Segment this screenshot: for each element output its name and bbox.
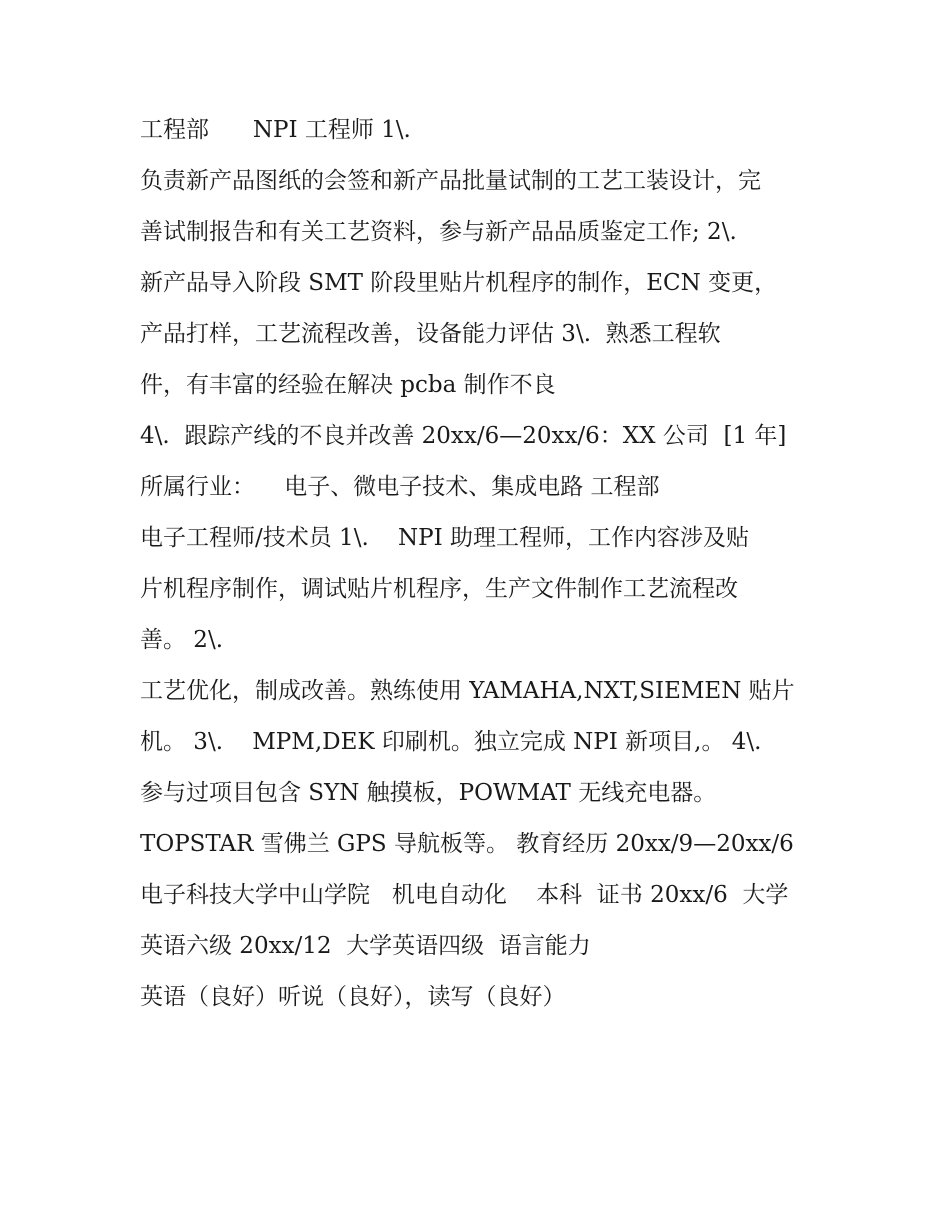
text-line-15: TOPSTAR 雪佛兰 GPS 导航板等。 教育经历 20xx/9—20xx/6 — [140, 831, 794, 857]
text-line-17: 英语六级 20xx/12 大学英语四级 语言能力 — [140, 933, 591, 959]
text-line-9: 电子工程师/技术员 1\. NPI 助理工程师，工作内容涉及贴 — [140, 525, 749, 551]
text-line-18: 英语（良好）听说（良好），读写（良好） — [140, 984, 566, 1010]
text-line-3: 善试制报告和有关工艺资料，参与新产品品质鉴定工作; 2\. — [140, 219, 737, 245]
text-line-11: 善。 2\. — [140, 627, 224, 653]
text-line-7: 4\. 跟踪产线的不良并改善 20xx/6—20xx/6：XX 公司 [1 年] — [140, 423, 787, 449]
text-line-2: 负责新产品图纸的会签和新产品批量试制的工艺工装设计，完 — [140, 168, 761, 194]
text-line-16: 电子科技大学中山学院 机电自动化 本科 证书 20xx/6 大学 — [140, 882, 789, 908]
text-line-1: 工程部 NPI 工程师 1\. — [140, 117, 411, 143]
text-line-8: 所属行业： 电子、微电子技术、集成电路 工程部 — [140, 474, 660, 500]
document-body — [140, 110, 830, 1028]
text-line-6: 件，有丰富的经验在解决 pcba 制作不良 — [140, 372, 556, 398]
text-line-13: 机。 3\. MPM,DEK 印刷机。独立完成 NPI 新项目,。 4\. — [140, 729, 762, 755]
text-line-4: 新产品导入阶段 SMT 阶段里贴片机程序的制作，ECN 变更， — [140, 270, 778, 296]
text-line-5: 产品打样，工艺流程改善，设备能力评估 3\. 熟悉工程软 — [140, 321, 721, 347]
text-line-10: 片机程序制作，调试贴片机程序，生产文件制作工艺流程改 — [140, 576, 738, 602]
text-line-12: 工艺优化，制成改善。熟练使用 YAMAHA,NXT,SIEMEN 贴片 — [140, 678, 795, 704]
text-line-14: 参与过项目包含 SYN 触摸板，POWMAT 无线充电器。 — [140, 780, 717, 806]
